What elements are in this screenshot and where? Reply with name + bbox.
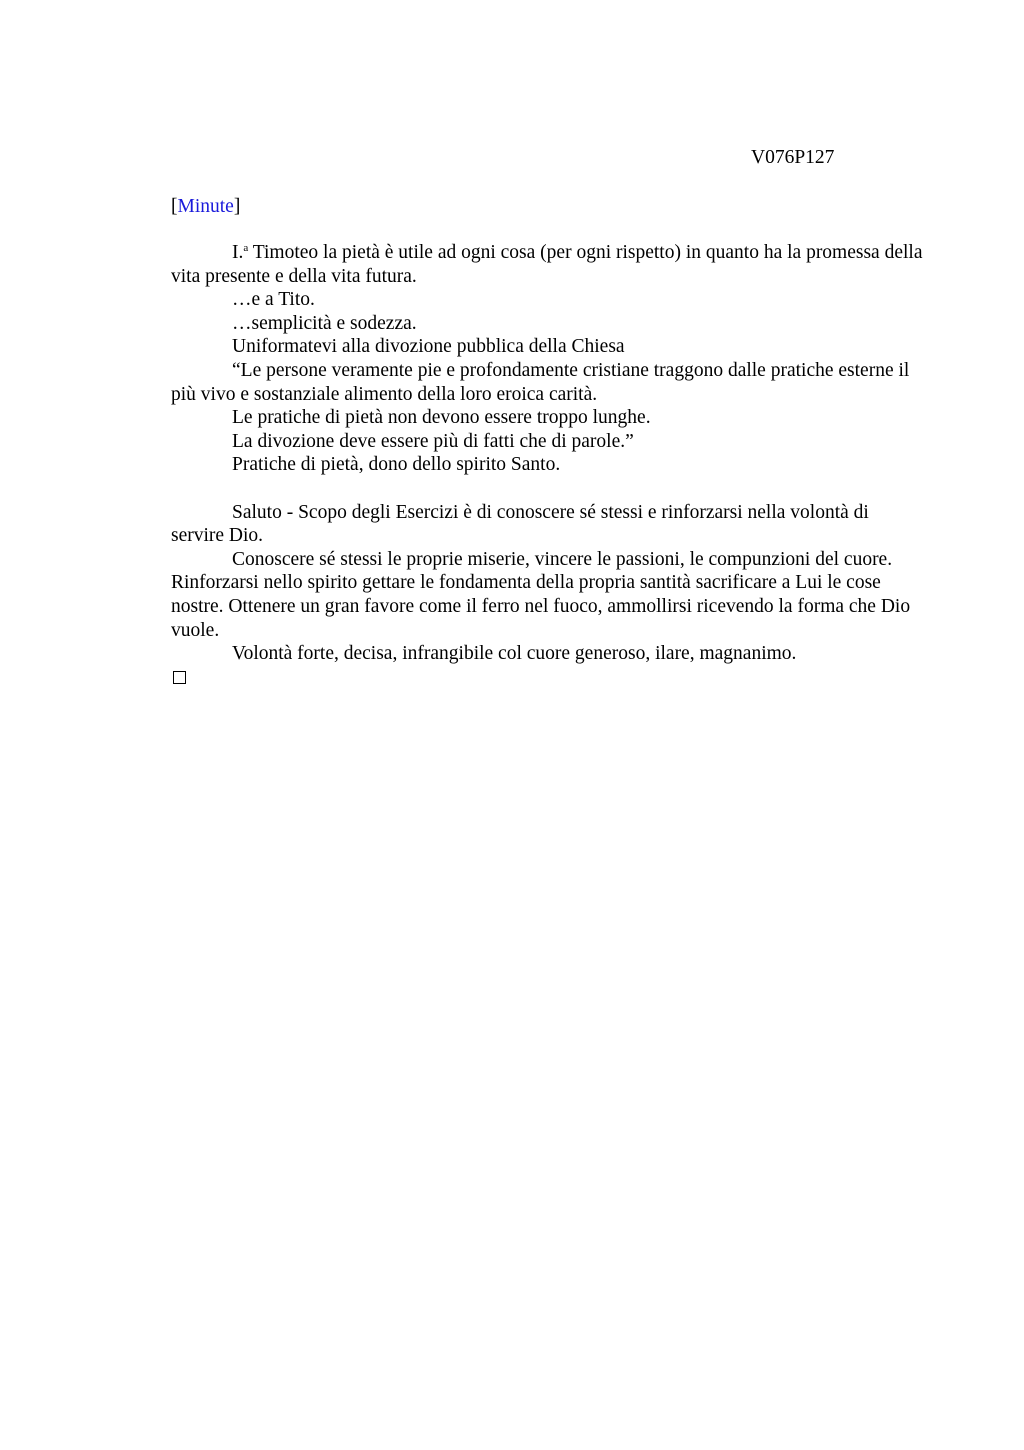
- paragraph-text: Timoteo la pietà è utile ad ogni cosa (per ogni rispetto) in quanto ha la promessa della vita presente e della vita futura.: [171, 242, 923, 287]
- document-body: [171, 241, 923, 684]
- paragraph-quote-persone: “Le persone veramente pie e profondamente cristiane traggono dalle pratiche esterne il più vivo e sostanziale alimento della loro eroica carità.: [171, 359, 910, 405]
- paragraph-quote-pratiche: Le pratiche di pietà non devono essere troppo lunghe.: [232, 407, 651, 429]
- paragraph-timoteo: [171, 241, 923, 288]
- paragraph-spacer: [171, 477, 923, 501]
- paragraph-prefix: I.: [232, 242, 244, 263]
- paragraph-spirito-santo: Pratiche di pietà, dono dello spirito Santo.: [232, 454, 561, 476]
- checkbox-icon[interactable]: [173, 671, 186, 684]
- paragraph-conoscere: Conoscere sé stessi le proprie miserie, vincere le passioni, le compunzioni del cuore. Rinforzarsi nello spirito gettare le fondamenta della propria santità sacrificare a Lui le cose nostre. Ottenere un gran favore come il ferro nel fuoco, ammollirsi ricevendo la forma che Dio vuole.: [171, 548, 911, 641]
- minute-link[interactable]: Minute: [177, 196, 234, 217]
- paragraph-semplicita: …semplicità e sodezza.: [232, 312, 417, 334]
- paragraph-volonta: Volontà forte, decisa, infrangibile col cuore generoso, ilare, magnanimo.: [232, 643, 797, 665]
- paragraph-saluto: Saluto - Scopo degli Esercizi è di conoscere sé stessi e rinforzarsi nella volontà di servire Dio.: [171, 501, 869, 547]
- bracket-open: [: [171, 196, 178, 217]
- section-heading: [171, 195, 240, 219]
- page-reference: V076P127: [751, 147, 835, 168]
- superscript: a: [243, 242, 249, 254]
- paragraph-uniformatevi: Uniformatevi alla divozione pubblica della Chiesa: [232, 336, 625, 358]
- paragraph-quote-divozione: La divozione deve essere più di fatti che di parole.”: [232, 430, 634, 452]
- paragraph-tito: …e a Tito.: [232, 289, 315, 311]
- bracket-close: ]: [233, 196, 241, 217]
